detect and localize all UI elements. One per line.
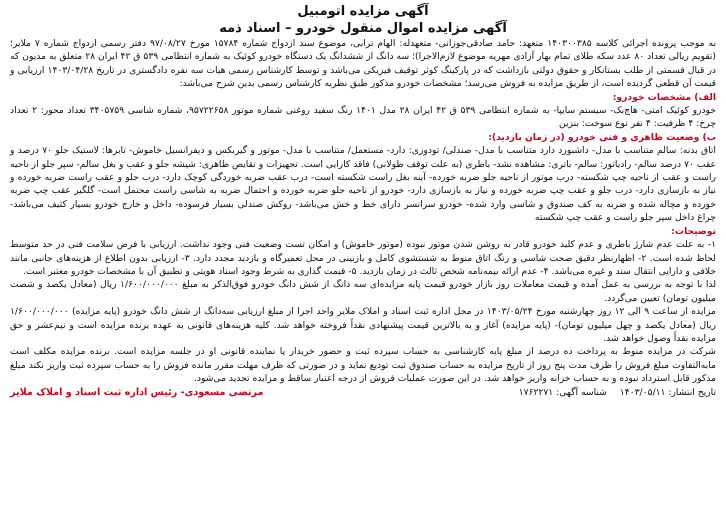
section-b-text: اتاق بدنه: سالم متناسب با مدل- داشبورد دارد متناسب با مدل- صندلی/ تودوزی: دارد- مستعمل/ متناسب با مدل- موتور و گیربکس و دیفرانسیل خاموش- تایرها: لاستیک جلو ۷۰ درصد و عقب ۷۰ درصد سالم- رادیاتور: سالم- باتری: مشاهده نشد- باطری (به علت توقف طولانی) فاقد کارایی است. تجهیزات و نقایص ظاهری: شیشه جلو و عقب و بغل سالم- سپر جلو از ناحیه راست و عقب از ناحیه چپ شکسته- درب موتور از ناحیه جلو ضربه خورده- آینه بغل راست شکسته است- درب عقب ضربه خوردگی کوچک دارد- درب جلو و عقب راست ضربه خورده و نیاز به بازسازی دارد- درب جلو و عقب چپ ضربه خورده و نیاز به بازسازی دارد- خودرو از ناحیه جلو ضربه خورده و احتمال ضربه به شاسی راست محتمل است- گلگیر عقب چپ ضربه خورده و مچاله شده و ضربه به کف صندوق و شاسی وارد شده- خودرو سرانسر دارای خط و خش می‌باشد- روکش صندلی بسیار فرسوده- داخل و خارج خودرو بسیار کثیف می‌باشد- چراغ داخل سپر جلو راست و عقب چپ شکسته	[10, 145, 716, 224]
ad-id: شناسه آگهی: ۱۷۶۲۲۷۱	[518, 386, 607, 398]
footer-meta	[519, 386, 716, 399]
footer	[10, 386, 716, 399]
auction-paragraph: مزایده از ساعت ۹ الی ۱۲ روز چهارشنبه مورخ ۱۴۰۳/۰۵/۲۴ در محل اداره ثبت اسناد و املاک ملایر واحد اجرا از مبلغ ارزیابی سه‌دانگ از شش دانگ خودرو (پایه مزایده) ۱/۶۰۰/۰۰۰/۰۰۰ ریال (معادل یکصد و چهل میلیون تومان)- (پایه مزایده) آغاز و به بالاترین قیمت پیشنهادی نقداً فروخته خواهد شد. کلیه هزینه‌های قانونی به عهده برنده مزایده است و نیم‌عشر و حق مزایده نقداً وصول خواهد شد.	[10, 306, 716, 344]
intro-paragraph: به موجب پرونده اجرائی کلاسه ۱۴۰۳۰۰۳۸۵ متعهد: حامد صادقی‌جوزانی- متعهدله: الهام ترابی، موضوع سند ازدواج شماره ۱۵۷۸۴ مورخ ۹۷/۰۸/۲۷ دفتر رسمی ازدواج شماره ۷ ملایر؛ (تقویم ریالی تعداد ۸۰ عدد سکه طلای تمام بهار آزادی مهریه موضوع لازم‌الاجرا)؛ سه دانگ از ششدانگ یک دستگاه خودرو کوئیک به شماره انتظامی ۵۳۹ ق ۴۲ ایران ۲۸ متعلق به مدیون که در قبال قسمتی از طلب بستانکار و حقوق دولتی بازداشت که در پارکینگ کوثر توقیف فیزیکی می‌باشد و توسط کارشناس رسمی هیات سه نفره دادگستری در تاریخ ۱۴۰۳/۰۴/۲۸ ارزیابی و قیمت آن قطعی گردیده است، از طریق مزایده به فروش می‌رسد؛ مشخصات خودرو مذکور طبق نظریه کارشناس رسمی بدین شرح می‌باشد:	[10, 38, 717, 90]
notice-title: آگهی مزایده اتومبیل	[297, 4, 429, 19]
notice-body	[10, 37, 716, 399]
valuation-paragraph: لذا با توجه به بررسی به عمل آمده و قیمت معاملات روز بازار خودرو قیمت پایه مزایده‌ای سه دانگ از شش دانگ خودرو فوق‌الذکر به مبلغ ۱/۶۰۰/۰۰۰/۰۰۰ ریال (معادل یکصد و شصت میلیون تومان) تعیین می‌گردد.	[10, 279, 716, 304]
section-a-text: خودرو کوئیک امتی- هاچ‌بک- سیستم سایپا- به شماره انتظامی ۵۳۹ ق ۴۲ ایران ۲۸ مدل ۱۴۰۱ رنگ سفید روغنی شماره موتور ۹۵۷۲۲۶۵۸، شماره شاسی ۳۴۰۵۷۵۹ تعداد محور: ۲ تعداد چرخ: ۴ ظرفیت: ۴ نفر نوع سوخت: بنزین	[10, 105, 716, 130]
terms-paragraph: شرکت در مزایده منوط به پرداخت ده درصد از مبلغ پایه کارشناسی به حساب سپرده ثبت و حضور خریدار یا نماینده قانونی او در جلسه مزایده است. برنده مزایده مکلف است مابه‌التفاوت مبلغ فروش را ظرف مدت پنج روز از تاریخ مزایده به حساب صندوق ثبت تودیع نماید و در صورتی که ظرف مهلت مقرر مانده فروش را به حساب سپرده ثبت واریز نکند مبلغ مذکور قابل استرداد نبوده و به حساب خزانه واریز خواهد شد. در این صورت عملیات فروش از درجه اعتبار ساقط و مزایده تجدید می‌شود.	[10, 346, 716, 385]
publish-date: تاریخ انتشار: ۱۴۰۳/۰۵/۱۱	[619, 386, 716, 398]
notice-subtitle: آگهی مزایده اموال منقول خودرو – اسناد ذمه	[219, 21, 507, 36]
section-b-heading: ب) وضعیت ظاهری و فنی خودرو (در زمان بازدید):	[488, 131, 716, 143]
title-block	[10, 4, 716, 37]
section-a-heading: الف) مشخصات خودرو:	[612, 91, 716, 103]
signature: مرتضی مسعودی- رئیس اداره ثبت اسناد و املاک ملایر	[10, 386, 264, 398]
notes-text: ۱- به علت عدم شارژ باطری و عدم کلید خودرو قادر به روشن شدن موتور نبوده (موتور خاموش) و امکان تست وضعیت فنی وجود نداشت. ارزیابی با فرض سلامت فنی در حد متوسط لحاظ شده است. ۲- اظهارنظر دقیق صحت شاسی و رنگ اتاق منوط به شستشوی کامل و بازبینی در محل تعمیرگاه و بازدید مجدد دارد. ۳- ارزیابی بدون اطلاع از هزینه‌های جانبی مانند خلافی و دارایی انتقال سند و غیره می‌باشد. ۴- عدم ارائه بیمه‌نامه شخص ثالث در زمان بازدید. ۵- قیمت گذاری به شرط وجود اسناد هویتی و تطبیق آن با مشخصات خودرو معتبر است.	[10, 239, 716, 277]
notes-heading: توضیحات:	[671, 225, 716, 237]
